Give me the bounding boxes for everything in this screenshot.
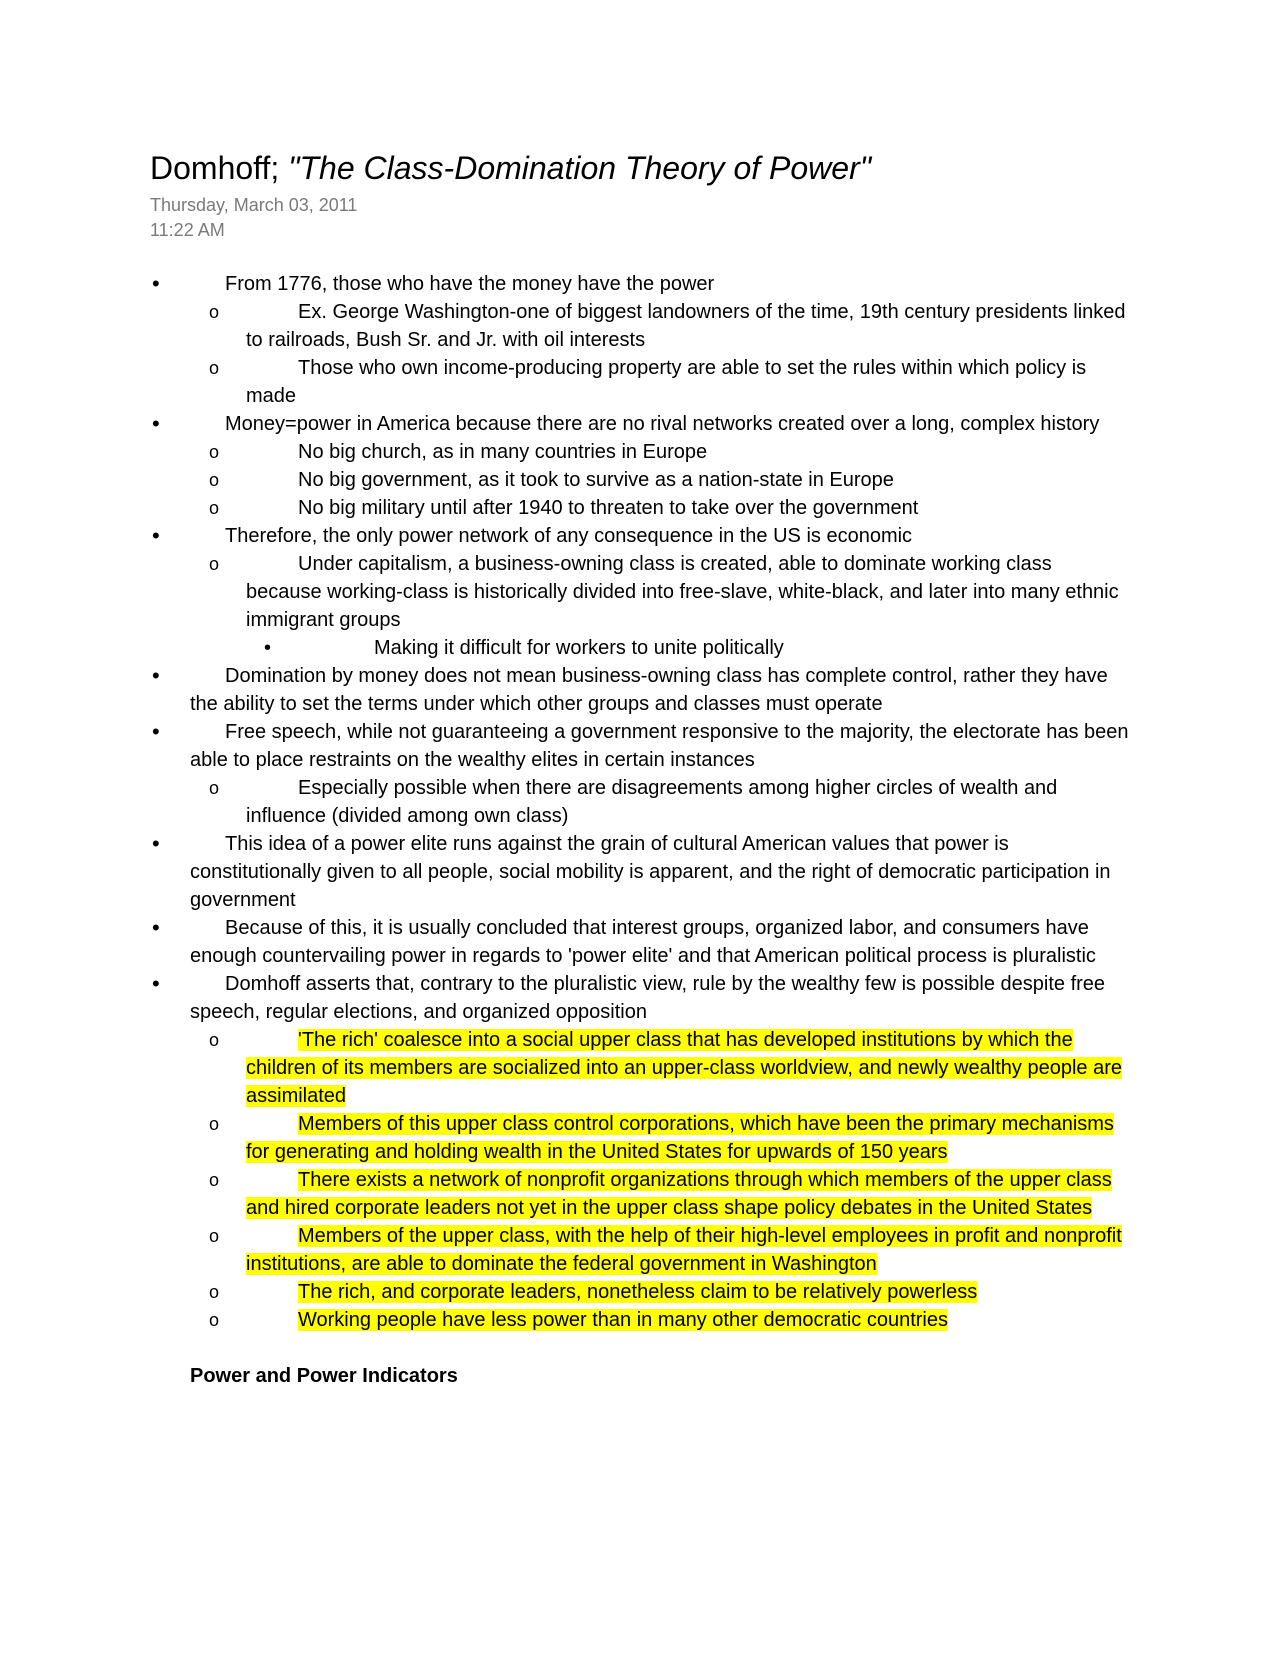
outline-item-level-3	[0, 634, 1280, 662]
bullet-icon: •	[152, 411, 160, 436]
hollow-bullet-icon: o	[209, 498, 220, 518]
outline-item-text	[0, 298, 1280, 354]
hollow-bullet-icon: o	[209, 358, 220, 378]
outline-item-text	[0, 1110, 1280, 1166]
outline-item-text	[0, 1222, 1280, 1278]
outline-item-text	[0, 970, 1280, 1026]
outline-item-text	[0, 438, 1280, 466]
outline-item-level-1	[0, 970, 1280, 1026]
hollow-bullet-icon: o	[209, 302, 220, 322]
outline-item-level-2	[0, 1278, 1280, 1306]
hollow-bullet-icon: o	[209, 1226, 220, 1246]
outline-item-text-content: Under capitalism, a business-owning class is created, able to dominate working class because working-class is historically divided into free-slave, white-black, and later into many ethnic immigrant groups	[246, 553, 1119, 631]
note-date: Thursday, March 03, 2011	[150, 195, 358, 215]
bullet-icon: •	[152, 523, 160, 548]
outline-item-text-content: No big military until after 1940 to threaten to take over the government	[298, 497, 919, 519]
outline-item-text-content: There exists a network of nonprofit organizations through which members of the upper class and hired corporate leaders not yet in the upper class shape policy debates in the United States	[246, 1169, 1112, 1219]
outline-item-text	[0, 662, 1280, 718]
outline-item-level-2	[0, 298, 1280, 354]
hollow-bullet-icon: o	[209, 1030, 220, 1050]
outline-item-level-1	[0, 914, 1280, 970]
outline-item-text-content: Domination by money does not mean business-owning class has complete control, rather they have the ability to set the terms under which other groups and classes must operate	[190, 665, 1108, 715]
hollow-bullet-icon: o	[209, 1310, 220, 1330]
hollow-bullet-icon: o	[209, 1114, 220, 1134]
outline-item-level-2	[0, 1306, 1280, 1334]
outline-item-text-content: No big church, as in many countries in Europe	[298, 441, 708, 463]
page-title	[150, 150, 871, 187]
outline-item-text	[0, 1026, 1280, 1110]
outline-item-text	[0, 830, 1280, 914]
outline-item-text	[0, 354, 1280, 410]
hollow-bullet-icon: o	[209, 554, 220, 574]
outline-item-level-2	[0, 774, 1280, 830]
outline-item-level-2	[0, 438, 1280, 466]
outline-item-text-content: Working people have less power than in many other democratic countries	[298, 1309, 948, 1331]
outline-item-level-2	[0, 550, 1280, 634]
outline-item-text-content: 'The rich' coalesce into a social upper class that has developed institutions by which the children of its members are socialized into an upper-class worldview, and newly wealthy people are assimilated	[246, 1029, 1122, 1107]
outline-item-level-1	[0, 410, 1280, 438]
outline-item-text	[0, 1278, 1280, 1306]
outline-item-text	[0, 1306, 1280, 1334]
outline-item-text-content: Because of this, it is usually concluded that interest groups, organized labor, and consumers have enough countervailing power in regards to 'power elite' and that American political process is pluralistic	[190, 917, 1096, 967]
hollow-bullet-icon: o	[209, 442, 220, 462]
outline-item-level-1	[0, 718, 1280, 774]
outline-item-text-content: Therefore, the only power network of any consequence in the US is economic	[225, 525, 913, 547]
title-author: Domhoff;	[150, 150, 289, 186]
title-work: "The Class-Domination Theory of Power"	[288, 150, 872, 186]
outline-item-text-content: The rich, and corporate leaders, nonetheless claim to be relatively powerless	[298, 1281, 978, 1303]
outline-item-text-content: Members of this upper class control corporations, which have been the primary mechanisms for generating and holding wealth in the United States for upwards of 150 years	[246, 1113, 1114, 1163]
section-heading: Power and Power Indicators	[190, 1365, 458, 1387]
outline-item-text-content: Those who own income-producing property are able to set the rules within which policy is made	[246, 357, 1087, 407]
outline-item-text	[0, 718, 1280, 774]
hollow-bullet-icon: o	[209, 1282, 220, 1302]
hollow-bullet-icon: o	[209, 1170, 220, 1190]
bullet-icon: •	[152, 831, 160, 856]
outline-item-text	[0, 494, 1280, 522]
note-time: 11:22 AM	[150, 220, 225, 240]
outline-item-text-content: Domhoff asserts that, contrary to the pluralistic view, rule by the wealthy few is possible despite free speech, regular elections, and organized opposition	[190, 973, 1106, 1023]
bullet-icon: •	[152, 971, 160, 996]
bullet-icon: •	[152, 915, 160, 940]
outline-item-text	[0, 634, 1280, 662]
outline-item-level-2	[0, 1110, 1280, 1166]
outline-item-level-1	[0, 830, 1280, 914]
hollow-bullet-icon: o	[209, 778, 220, 798]
outline-item-text-content: Especially possible when there are disagreements among higher circles of wealth and influence (divided among own class)	[246, 777, 1058, 827]
outline-item-level-2	[0, 494, 1280, 522]
outline-item-level-2	[0, 466, 1280, 494]
outline-item-text	[0, 466, 1280, 494]
outline-item-text	[0, 522, 1280, 550]
bullet-icon: •	[264, 637, 272, 659]
outline-item-level-2	[0, 1026, 1280, 1110]
outline-item-text	[0, 550, 1280, 634]
outline-item-text	[0, 1166, 1280, 1222]
bullet-icon: •	[152, 663, 160, 688]
outline-item-level-1	[0, 662, 1280, 718]
outline-item-text-content: Members of the upper class, with the help of their high-level employees in profit and nonprofit institutions, are able to dominate the federal government in Washington	[246, 1225, 1122, 1275]
outline-list	[0, 270, 1280, 1334]
outline-item-text-content: Making it difficult for workers to unite politically	[374, 637, 784, 659]
outline-item-text-content: From 1776, those who have the money have the power	[225, 273, 715, 295]
outline-item-text-content: Money=power in America because there are no rival networks created over a long, complex history	[225, 413, 1100, 435]
outline-item-level-2	[0, 1166, 1280, 1222]
bullet-icon: •	[152, 271, 160, 296]
outline-item-text-content: No big government, as it took to survive as a nation-state in Europe	[298, 469, 894, 491]
outline-item-text	[0, 270, 1280, 298]
outline-item-level-2	[0, 1222, 1280, 1278]
outline-item-level-2	[0, 354, 1280, 410]
outline-item-level-1	[0, 270, 1280, 298]
outline-item-text	[0, 410, 1280, 438]
outline-item-text	[0, 774, 1280, 830]
outline-item-text-content: This idea of a power elite runs against the grain of cultural American values that power is constitutionally given to all people, social mobility is apparent, and the right of democratic participation in government	[190, 833, 1111, 911]
hollow-bullet-icon: o	[209, 470, 220, 490]
outline-item-text-content: Free speech, while not guaranteeing a government responsive to the majority, the electorate has been able to place restraints on the wealthy elites in certain instances	[190, 721, 1129, 771]
outline-item-text-content: Ex. George Washington-one of biggest landowners of the time, 19th century presidents linked to railroads, Bush Sr. and Jr. with oil interests	[246, 301, 1126, 351]
bullet-icon: •	[152, 719, 160, 744]
outline-item-level-1	[0, 522, 1280, 550]
outline-item-text	[0, 914, 1280, 970]
